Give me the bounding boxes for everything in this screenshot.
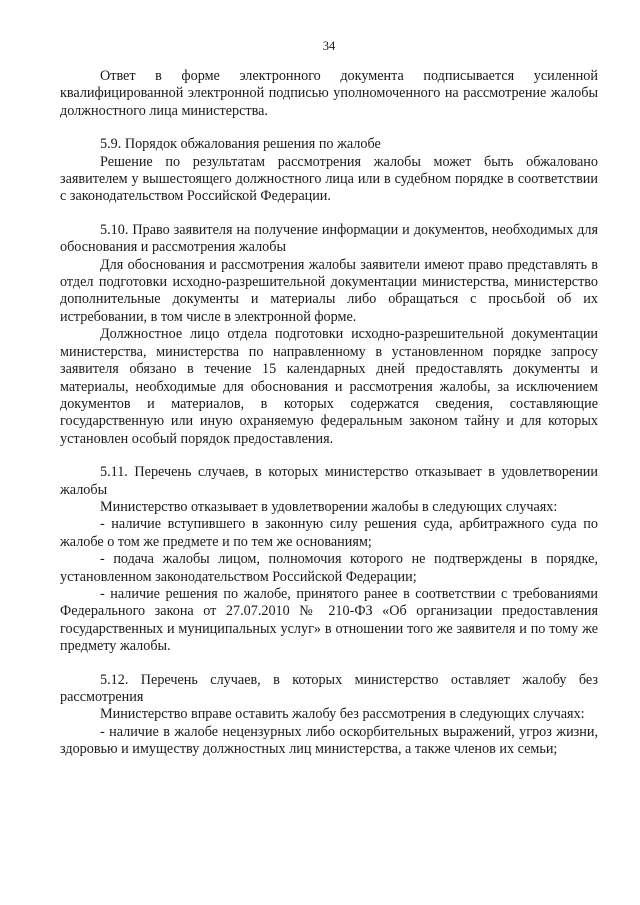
list-item-obscene-language: - наличие в жалобе нецензурных либо оскорбительных выражений, угроз жизни, здоровью и имуществу должностных лиц министерства, а также членов их семьи; bbox=[60, 723, 598, 758]
paragraph-appeal-decision: Решение по результатам рассмотрения жалобы может быть обжаловано заявителем у вышестоящего должностного лица или в судебном порядке в соответствии с законодательством Российской Федерации. bbox=[60, 153, 598, 205]
list-item-prior-decision: - наличие решения по жалобе, принятого ранее в соответствии с требованиями Федерального закона от 27.07.2010 № 210-ФЗ «Об организации предоставления государственных и муниципальных услуг» в отношении того же заявителя и по тому же предмету жалобы. bbox=[60, 585, 598, 655]
list-item-unconfirmed-authority: - подача жалобы лицом, полномочия которого не подтверждены в порядке, установленном законодательством Российской Федерации; bbox=[60, 551, 598, 585]
section-heading-5-10: 5.10. Право заявителя на получение информации и документов, необходимых для обоснования и рассмотрения жалобы bbox=[60, 221, 598, 256]
paragraph-refusal-intro: Министерство отказывает в удовлетворении жалобы в следующих случаях: bbox=[100, 498, 558, 515]
section-gap bbox=[60, 656, 598, 672]
page-number: 34 bbox=[322, 39, 336, 53]
section-gap bbox=[60, 120, 598, 136]
section-gap bbox=[60, 448, 598, 464]
paragraph-leave-unconsidered-intro: Министерство вправе оставить жалобу без рассмотрения в следующих случаях: bbox=[100, 706, 585, 723]
section-gap bbox=[60, 206, 598, 222]
section-heading-5-11: 5.11. Перечень случаев, в которых министерство отказывает в удовлетворении жалобы bbox=[60, 464, 598, 498]
paragraph-applicant-rights: Для обоснования и рассмотрения жалобы заявители имеют право представлять в отдел подготовки исходно-разрешительной документации министерства, министерство дополнительные документы и материалы либо обращаться с просьбой об их истребовании, в том числе в электронной форме. bbox=[60, 256, 598, 325]
paragraph-official-duty: Должностное лицо отдела подготовки исходно-разрешительной документации министерства, министерства по направленному в установленном порядке запросу заявителя обязано в течение 15 календарных дней предоставлять документы и материалы, необходимые для обоснования и рассмотрения жалобы, за исключением документов и материалов, в которых содержатся сведения, составляющие государственную или иную охраняемую федеральным законом тайну и для которых установлен особый порядок предоставления. bbox=[60, 326, 598, 447]
paragraph-answer-signature: Ответ в форме электронного документа подписывается усиленной квалифицированной электронной подписью уполномоченного на рассмотрение жалобы должностного лица министерства. bbox=[60, 68, 598, 119]
section-heading-5-9: 5.9. Порядок обжалования решения по жалобе bbox=[100, 136, 381, 153]
list-item-court-decision: - наличие вступившего в законную силу решения суда, арбитражного суда по жалобе о том же предмете и по тем же основаниям; bbox=[60, 516, 598, 550]
section-heading-5-12: 5.12. Перечень случаев, в которых министерство оставляет жалобу без рассмотрения bbox=[60, 671, 598, 705]
